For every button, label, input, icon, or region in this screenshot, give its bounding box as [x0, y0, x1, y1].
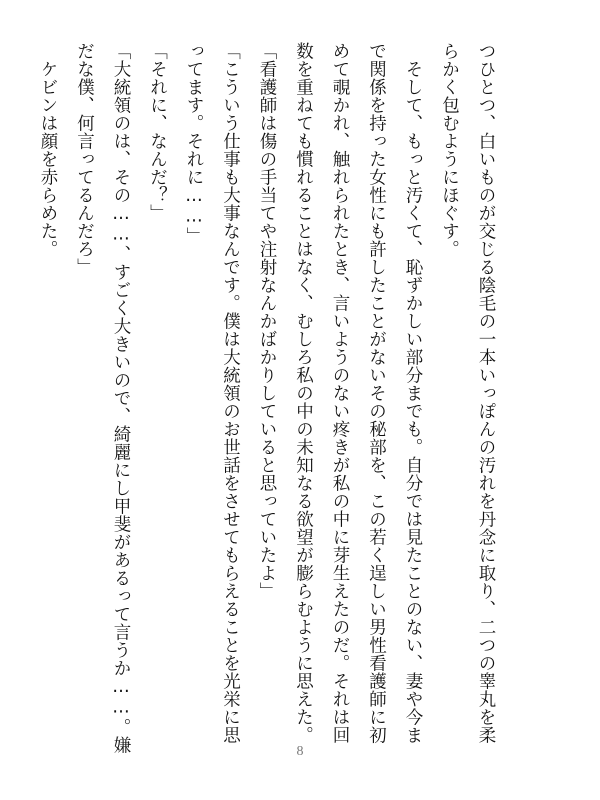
- text-column-2: らかく包むようにほぐす。: [439, 42, 460, 258]
- text-column-1: つひとつ、白いものが交じる陰毛の一本いっぽんの汚れを丹念に取り、二つの睾丸を柔: [476, 42, 496, 744]
- text-column-8: 「こういう仕事も大事なんです。僕は大統領のお世話をさせてもらえることを光栄に思: [220, 42, 241, 744]
- text-column-12: だな僕、何言ってるんだろ」: [74, 42, 95, 276]
- text-column-11: 「大統領のは、その……、すごく大きいので、綺麗にし甲斐があるって言うか……。嫌: [111, 42, 131, 754]
- text-column-4: で関係を持った女性にも許したことがないその秘部を、この若く逞しい男性看護師に初: [366, 42, 387, 744]
- text-column-7: 「看護師は傷の手当てや注射なんかばかりしていると思っていたよ」: [257, 42, 277, 600]
- text-column-9: ってます。それに……」: [184, 42, 204, 245]
- text-column-3: そして、もっと汚くて、恥ずかしい部分までも。自分では見たことのない、妻や今ま: [403, 42, 423, 744]
- vertical-text-block: [30, 42, 505, 754]
- text-column-13: ケビンは顔を赤らめた。: [38, 42, 58, 258]
- text-column-10: 「それに、なんだ？」: [147, 42, 168, 222]
- page-number: 8: [296, 744, 304, 759]
- text-column-5: めて覗かれ、触れられたとき、言いようのない疼きが私の中に芽生えたのだ。それは回: [330, 42, 350, 744]
- text-column-6: 数を重ねても慣れることはなく、むしろ私の中の未知なる欲望が膨らむように思えた。: [293, 42, 314, 744]
